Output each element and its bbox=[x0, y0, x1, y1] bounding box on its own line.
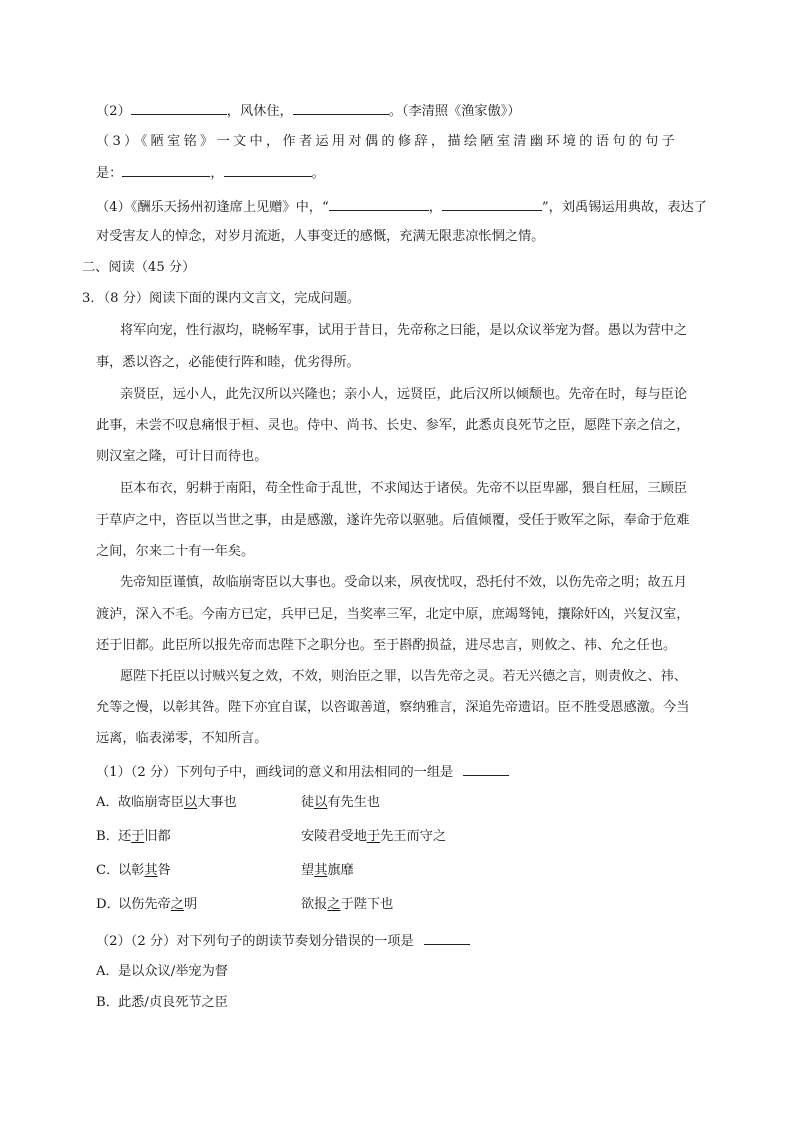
underlined-word: 之 bbox=[170, 897, 184, 912]
passage-line: 还于旧都。此臣所以报先帝而忠陛下之职分也。至于斟酌损益，进尽忠言，则攸之、祎、允之任也。 bbox=[96, 638, 677, 653]
option-right-sentence: 安陵君受地于先王而守之 bbox=[301, 829, 447, 844]
underlined-word: 以 bbox=[314, 795, 328, 810]
sub1-stem-text: （1）（2 分）下列句子中，画线词的意义和用法相同的一组是 bbox=[96, 765, 454, 780]
q3-period: 。 bbox=[311, 166, 325, 181]
question-3-stem: 3．（8 分）阅读下面的课内文言文，完成问题。 bbox=[82, 291, 361, 306]
passage-line: 于草庐之中，咨臣以当世之事，由是感激，遂许先帝以驱驰。后值倾覆，受任于败军之际，奉命于危难 bbox=[96, 513, 690, 528]
q4-comma: ， bbox=[428, 200, 442, 215]
option-label: A． bbox=[96, 795, 119, 810]
section-title: 二、阅读（45 分） bbox=[82, 260, 196, 275]
q2-source: 。（李清照《渔家傲》） bbox=[388, 104, 521, 119]
passage-line: 此事，未尝不叹息痛恨于桓、灵也。侍中、尚书、长史、参军，此悉贞良死节之臣，愿陛下亲之信之， bbox=[96, 418, 690, 433]
option-label: A． bbox=[96, 964, 119, 979]
option-right-sentence: 徒以有先生也 bbox=[301, 795, 381, 810]
q2-number: （2） bbox=[96, 104, 131, 119]
underlined-word: 其 bbox=[314, 863, 328, 878]
passage-line: 臣本布衣，躬耕于南阳，苟全性命于乱世，不求闻达于诸侯。先帝不以臣卑鄙，猥自枉屈，三顾臣 bbox=[120, 481, 688, 496]
option-right-sentence: 欲报之于陛下也 bbox=[301, 897, 394, 912]
q4-prefix: （4）《酬乐天扬州初逢席上见赠》中，“ bbox=[96, 200, 329, 215]
fill-q4-line2: 对受害友人的悼念，对岁月流逝，人事变迁的感慨，充满无限悲凉怅惘之情。 bbox=[96, 229, 545, 244]
passage-line: 允等之慢，以彰其咎。陛下亦宜自谋，以咨诹善道，察纳雅言，深追先帝遗诏。臣不胜受恩感激。今当 bbox=[96, 700, 690, 715]
fill-q4-line1 bbox=[96, 197, 707, 217]
fill-q2 bbox=[96, 101, 521, 121]
underlined-word: 之 bbox=[327, 897, 341, 912]
option-label: C． bbox=[96, 863, 120, 878]
answer-blank[interactable] bbox=[224, 163, 312, 177]
option-left-sentence: 故临崩寄臣以大事也 bbox=[118, 795, 237, 810]
option-label: B． bbox=[96, 995, 119, 1010]
passage-line: 则汉室之隆，可计日而待也。 bbox=[96, 449, 268, 464]
passage-line: 远离，临表涕零，不知所言。 bbox=[96, 731, 268, 746]
answer-blank[interactable] bbox=[293, 101, 389, 115]
q3-prefix: 是： bbox=[96, 166, 123, 181]
underlined-word: 于 bbox=[366, 829, 381, 844]
option-left-sentence: 以伤先帝之明 bbox=[118, 897, 198, 912]
passage-line: 将军向宠，性行淑均，晓畅军事，试用于昔日，先帝称之曰能，是以众议举宠为督。愚以为营中之 bbox=[120, 323, 688, 338]
option-text: 此悉/贞良死节之臣 bbox=[118, 995, 228, 1010]
passage-line: 愿陛下托臣以讨贼兴复之效，不效，则治臣之罪，以告先帝之灵。若无兴德之言，则责攸之、祎、 bbox=[120, 669, 688, 684]
passage-line: 亲贤臣，远小人，此先汉所以兴隆也；亲小人，远贤臣，此后汉所以倾颓也。先帝在时，每与臣论 bbox=[120, 387, 688, 402]
answer-blank[interactable] bbox=[122, 163, 210, 177]
option-left-sentence: 还于旧都 bbox=[118, 829, 171, 844]
passage-line: 事，悉以咨之，必能使行阵和睦，优劣得所。 bbox=[96, 355, 360, 370]
fill-q3-line1: （3）《陋室铭》一文中，作者运用对偶的修辞，描绘陋室清幽环境的语句的句子 bbox=[96, 134, 679, 149]
q2-middle-text: ，风休住， bbox=[226, 104, 293, 119]
q4-suffix: ”，刘禹锡运用典故，表达了 bbox=[541, 200, 707, 215]
answer-blank[interactable] bbox=[463, 762, 509, 776]
answer-blank[interactable] bbox=[424, 931, 470, 945]
sub2-stem-text: （2）（2 分）对下列句子的朗读节奏划分错误的一项是 bbox=[96, 934, 414, 949]
sub-question-1-stem bbox=[96, 762, 509, 782]
answer-blank[interactable] bbox=[442, 197, 542, 211]
underlined-word: 其 bbox=[144, 863, 158, 878]
option-left-sentence: 以彰其咎 bbox=[118, 863, 171, 878]
passage-line: 渡泸，深入不毛。今南方已定，兵甲已足，当奖率三军，北定中原，庶竭驽钝，攘除奸凶，兴复汉室， bbox=[96, 607, 690, 622]
option-label: B． bbox=[96, 829, 119, 844]
option-text: 是以众议/举宠为督 bbox=[118, 964, 228, 979]
fill-q3-line2 bbox=[96, 163, 325, 183]
option-right-sentence: 望其旗靡 bbox=[301, 863, 354, 878]
answer-blank[interactable] bbox=[329, 197, 429, 211]
passage-line: 先帝知臣谨慎，故临崩寄臣以大事也。受命以来，夙夜忧叹，恐托付不效，以伤先帝之明；故五月 bbox=[120, 575, 688, 590]
sub-question-2-stem bbox=[96, 931, 470, 951]
option-label: D． bbox=[96, 897, 120, 912]
passage-line: 之间，尔来二十有一年矣。 bbox=[96, 544, 255, 559]
answer-blank[interactable] bbox=[131, 101, 227, 115]
underlined-word: 以 bbox=[183, 795, 198, 810]
underlined-word: 于 bbox=[131, 829, 145, 844]
q3-comma: ， bbox=[210, 166, 224, 181]
